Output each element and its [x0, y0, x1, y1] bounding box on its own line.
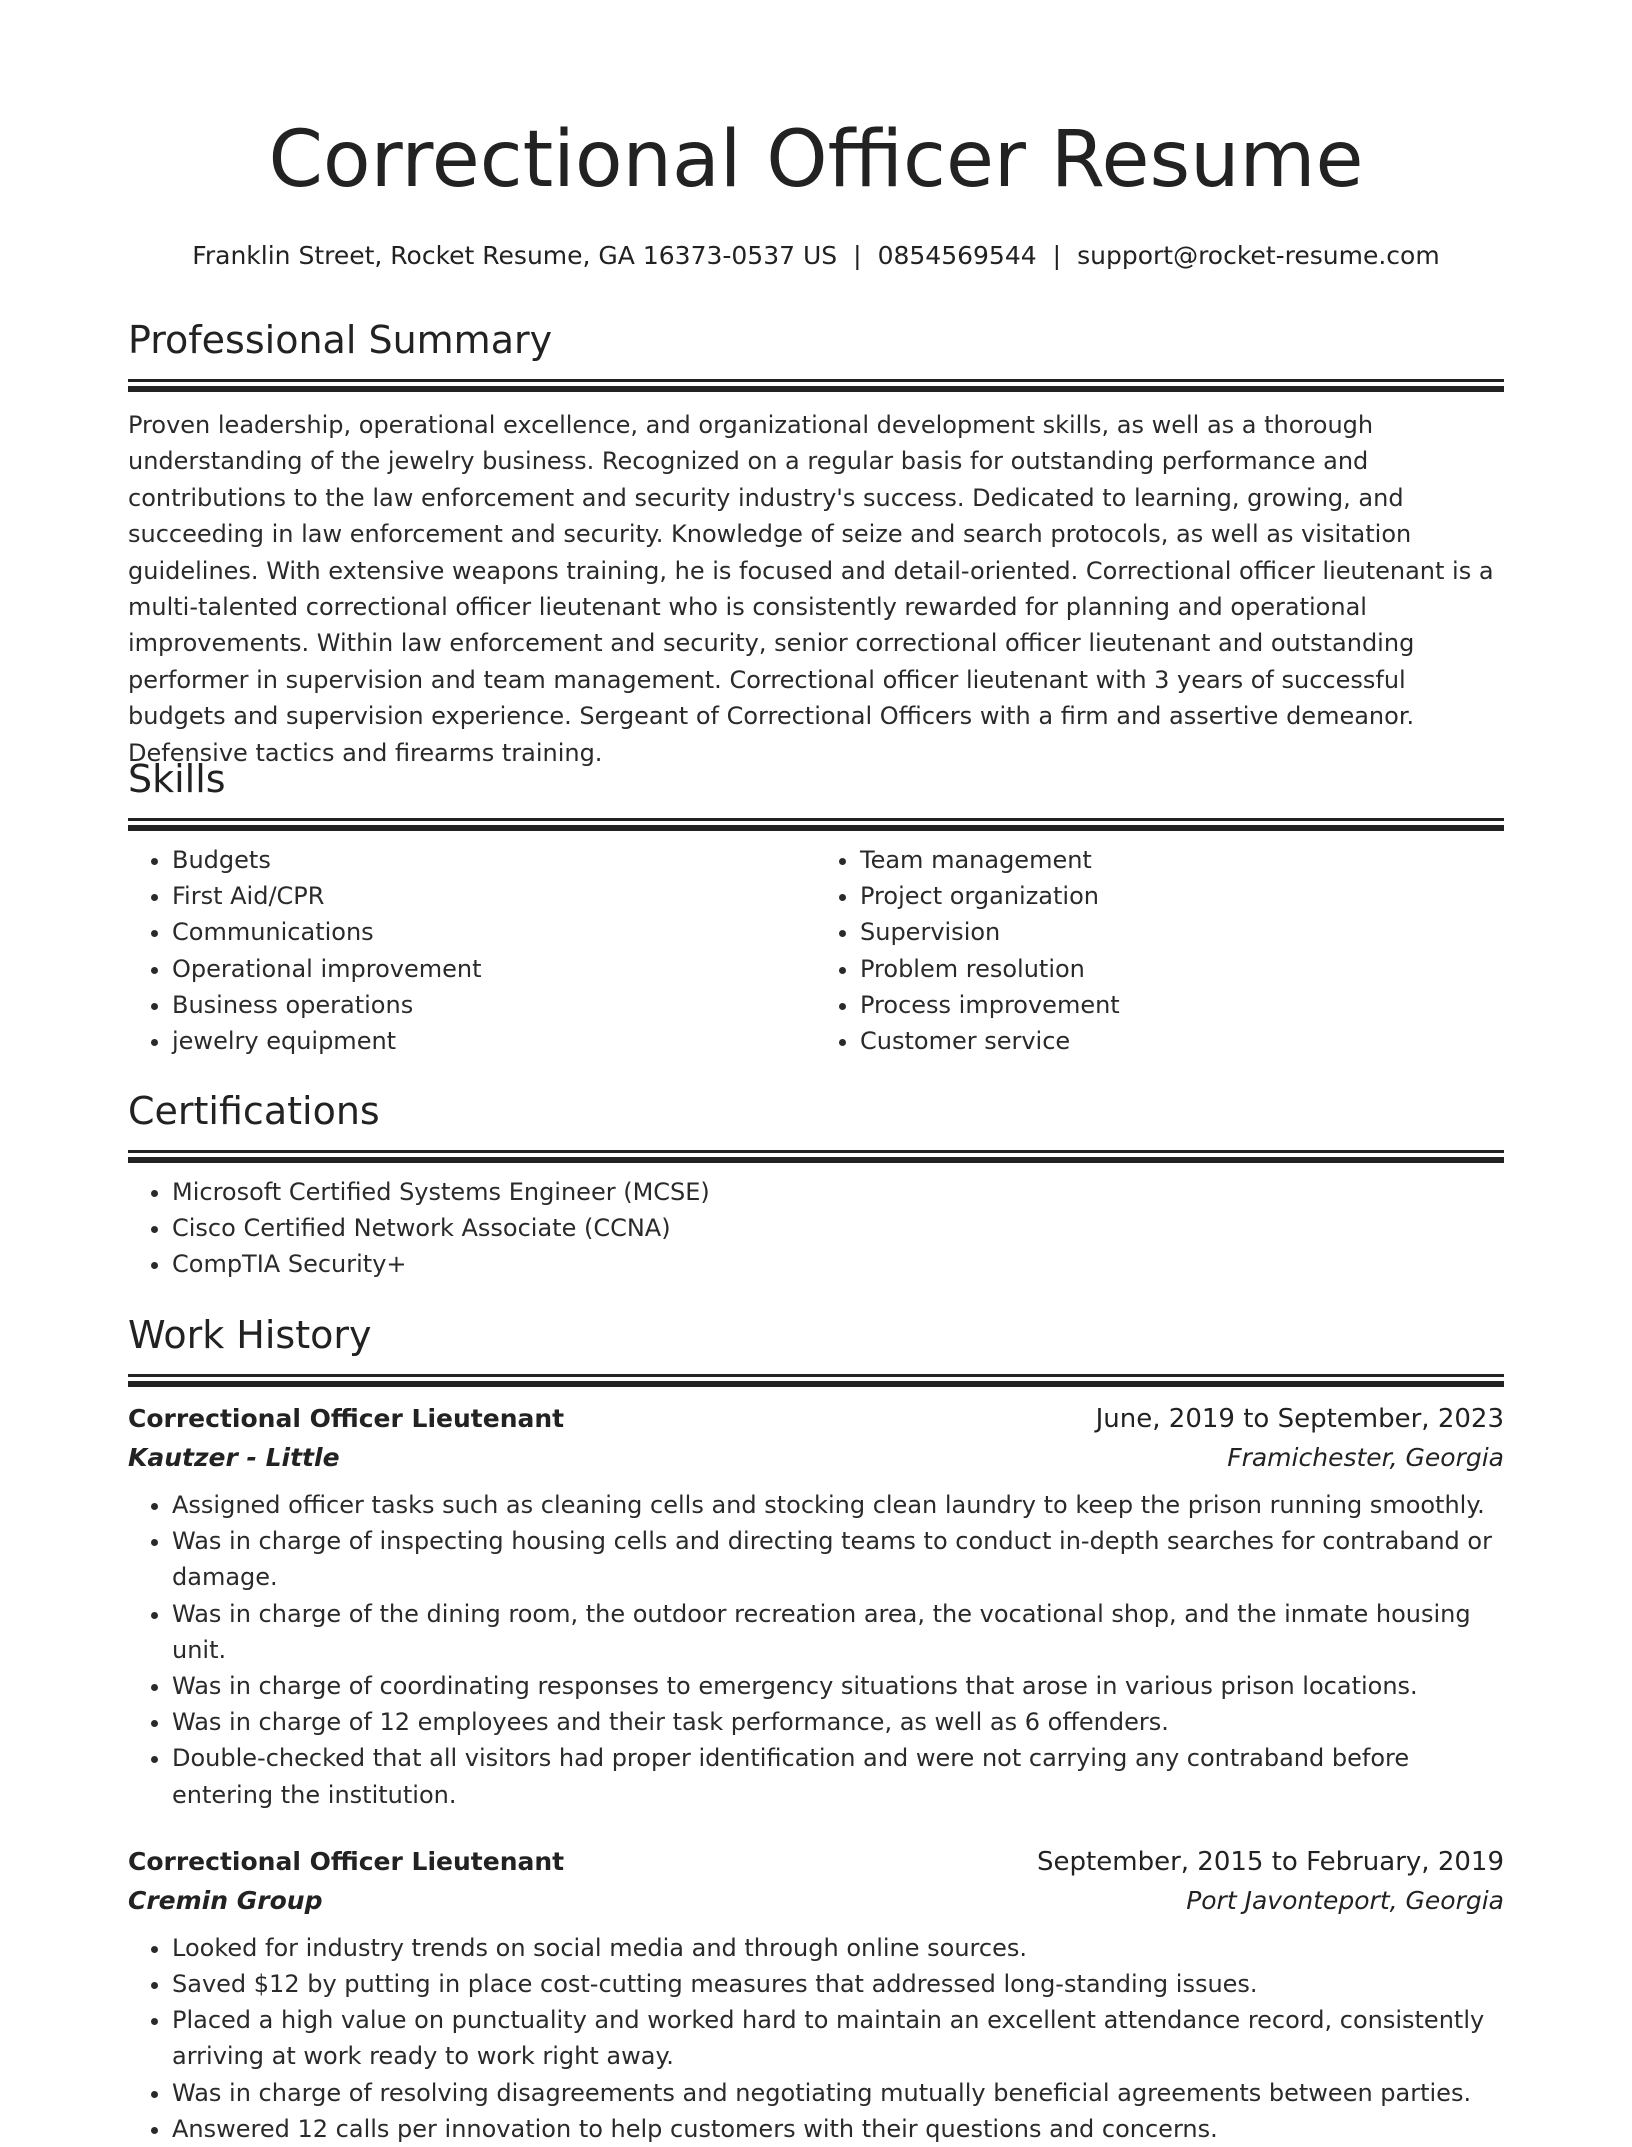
- list-item: • Placed a high value on punctuality and worked hard to maintain an excellent attendance record, consistently arriving at work ready to work right away.: [172, 2002, 1504, 2074]
- list-item: • Problem resolution: [860, 951, 1504, 987]
- list-item: • Budgets: [172, 842, 816, 878]
- list-item: • Cisco Certified Network Associate (CCNA): [172, 1210, 1504, 1246]
- job-subheader: [128, 1881, 1504, 1921]
- contact-address: Franklin Street, Rocket Resume, GA 16373-0537 US: [192, 241, 838, 270]
- skills-grid: [128, 842, 1504, 1059]
- list-item: • Was in charge of the dining room, the outdoor recreation area, the vocational shop, and the inmate housing unit.: [172, 1596, 1504, 1668]
- list-item: • Was in charge of inspecting housing cells and directing teams to conduct in-depth searches for contraband or damage.: [172, 1523, 1504, 1595]
- section-divider: [128, 379, 1504, 382]
- resume-title: Correctional Officer Resume: [268, 115, 1364, 205]
- work-history-section: [128, 1311, 1504, 2147]
- list-item: • Was in charge of resolving disagreements and negotiating mutually beneficial agreements between parties.: [172, 2075, 1504, 2111]
- section-divider: [128, 1150, 1504, 1153]
- certifications-section: [128, 1087, 1504, 1283]
- section-divider: [128, 825, 1504, 831]
- job-dates: June, 2019 to September, 2023: [1095, 1404, 1504, 1434]
- job-duties-list: [128, 1487, 1504, 1813]
- job-title: Correctional Officer Lieutenant: [128, 1846, 565, 1876]
- list-item: • Operational improvement: [172, 951, 816, 987]
- job-header: [128, 1843, 1504, 1881]
- job-company: Cremin Group: [128, 1885, 323, 1915]
- job-entry: [128, 1400, 1504, 1813]
- job-dates: September, 2015 to February, 2019: [1037, 1846, 1504, 1877]
- skills-list-left: [128, 842, 816, 1059]
- work-history-heading: Work History: [128, 1313, 372, 1357]
- job-company: Kautzer - Little: [128, 1443, 340, 1472]
- list-item: • Looked for industry trends on social media and through online sources.: [172, 1930, 1504, 1966]
- job-subheader: [128, 1438, 1504, 1478]
- job-location: Framichester, Georgia: [1227, 1443, 1504, 1472]
- skills-section: [128, 755, 1504, 1059]
- list-item: • CompTIA Security+: [172, 1246, 1504, 1282]
- list-item: • Microsoft Certified Systems Engineer (MCSE): [172, 1174, 1504, 1210]
- list-item: • Answered 12 calls per innovation to help customers with their questions and concerns.: [172, 2111, 1504, 2147]
- job-location: Port Javonteport, Georgia: [1186, 1885, 1504, 1915]
- job-duties-list: [128, 1930, 1504, 2147]
- section-divider: [128, 1381, 1504, 1387]
- list-item: • Business operations: [172, 987, 816, 1023]
- list-item: • Was in charge of 12 employees and their task performance, as well as 6 offenders.: [172, 1704, 1504, 1740]
- list-item: • Saved $12 by putting in place cost-cutting measures that addressed long-standing issues.: [172, 1966, 1504, 2002]
- list-item: • Was in charge of coordinating responses to emergency situations that arose in various prison locations.: [172, 1668, 1504, 1704]
- certifications-list: [128, 1174, 1504, 1283]
- list-item: • Communications: [172, 914, 816, 950]
- contact-separator: |: [1052, 241, 1062, 270]
- job-entry: [128, 1843, 1504, 2147]
- list-item: • Assigned officer tasks such as cleaning cells and stocking clean laundry to keep the prison running smoothly.: [172, 1487, 1504, 1523]
- job-title: Correctional Officer Lieutenant: [128, 1404, 565, 1433]
- skills-list-right: [816, 842, 1504, 1059]
- list-item: • Supervision: [860, 914, 1504, 950]
- list-item: • Team management: [860, 842, 1504, 878]
- list-item: • First Aid/CPR: [172, 878, 816, 914]
- certifications-heading: Certifications: [128, 1089, 380, 1133]
- skills-heading: Skills: [128, 757, 226, 801]
- section-divider: [128, 386, 1504, 392]
- list-item: • Customer service: [860, 1023, 1504, 1059]
- list-item: • Project organization: [860, 878, 1504, 914]
- list-item: • jewelry equipment: [172, 1023, 816, 1059]
- summary-text: Proven leadership, operational excellence, and organizational development skills, as well as a thorough understanding of the jewelry business. Recognized on a regular basis for outstanding performance and contributions to the law enforcement and security industry's success. Dedicated to learning, growing, and succeeding in law enforcement and security. Knowledge of seize and search protocols, as well as visitation guidelines. With extensive weapons training, he is focused and detail-oriented. Correctional officer lieutenant is a multi-talented correctional officer lieutenant who is consistently rewarded for planning and operational improvements. Within law enforcement and security, senior correctional officer lieutenant and outstanding performer in supervision and team management. Correctional officer lieutenant with 3 years of successful budgets and supervision experience. Sergeant of Correctional Officers with a firm and assertive demeanor. Defensive tactics and firearms training.: [128, 411, 1494, 767]
- summary-heading: Professional Summary: [128, 318, 553, 362]
- job-header: [128, 1400, 1504, 1438]
- contact-email: support@rocket-resume.com: [1077, 241, 1440, 270]
- section-divider: [128, 1157, 1504, 1163]
- section-divider: [128, 1374, 1504, 1377]
- summary-section: [128, 316, 1504, 771]
- section-divider: [128, 818, 1504, 821]
- list-item: • Process improvement: [860, 987, 1504, 1023]
- contact-phone: 0854569544: [877, 241, 1037, 270]
- contact-line: [128, 239, 1504, 273]
- list-item: • Double-checked that all visitors had proper identification and were not carrying any contraband before entering the institution.: [172, 1740, 1504, 1812]
- contact-separator: |: [853, 241, 862, 270]
